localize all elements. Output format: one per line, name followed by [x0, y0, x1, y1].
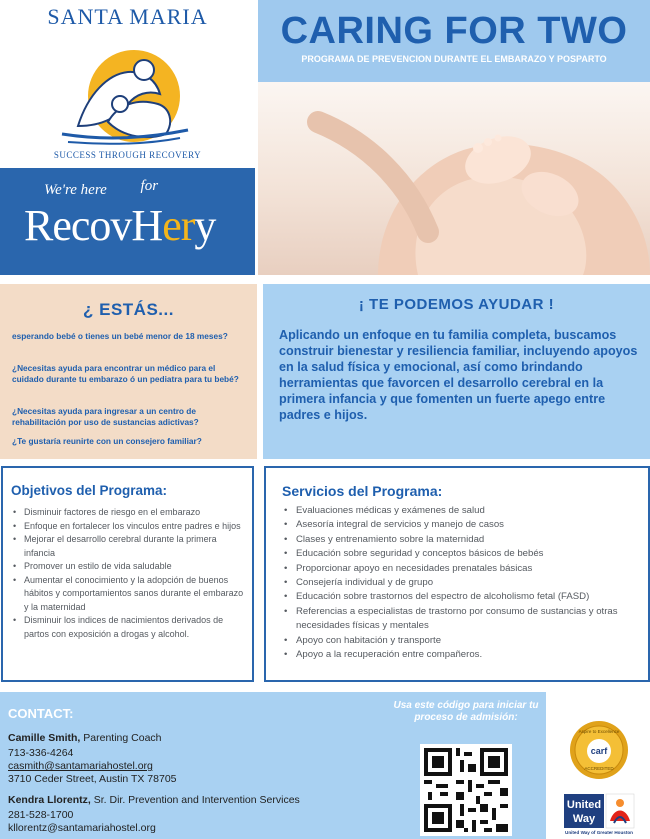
podemos-body: Aplicando un enfoque en tu familia completa, buscamos construir bienestar y resiliencia familiar, incluyendo apoyos en la salud física y emocional, así como brindando herramientas que favorcen el desarrollo cerebral en la primera infancia y que fomenten un fuerte apego entre padres e hijos. — [279, 328, 638, 422]
contact-person-2-phone[interactable]: 281-528-1700 — [8, 809, 74, 821]
org-tagline: SUCCESS THROUGH RECOVERY — [53, 150, 202, 160]
list-item: • Consejería individual y de grupo — [282, 576, 644, 590]
estas-question: esperando bebé o tienes un bebé menor de 18 meses? — [12, 331, 228, 341]
contact-person-2-email[interactable]: kllorentz@santamariahostel.org — [8, 822, 156, 834]
servicios-list — [282, 504, 644, 662]
list-item: • Aumentar el conocimiento y la adopción de buenos hábitos y comportamientos sanos durante el embarazo y la maternidad — [11, 574, 247, 615]
contact-person-1 — [8, 732, 162, 744]
list-item: • Referencias a especialistas de trastorno por consumo de sustancias y otras necesidades físicas y mentales — [282, 605, 644, 634]
list-item: • Apoyo con habitación y transporte — [282, 634, 644, 648]
recovery-word-part-1: RecovH — [24, 201, 163, 250]
servicios-title: Servicios del Programa: — [282, 483, 443, 499]
qr-label: Usa este código para iniciar tu proceso de admisión: — [393, 700, 539, 724]
recovery-word — [24, 200, 215, 251]
org-logo-block — [0, 0, 255, 168]
contact-person-1-email[interactable]: casmith@santamariahostel.org — [8, 760, 153, 772]
recovery-banner — [0, 168, 255, 275]
page-title: CARING FOR TWO — [280, 10, 628, 52]
united-way-line-1: United — [566, 799, 602, 811]
estas-question: ¿Necesitas ayuda para ingresar a un centro de rehabilitación por uso de sustancias adictivas? — [12, 406, 199, 427]
objetivos-title: Objetivos del Programa: — [11, 483, 168, 498]
recovery-word-part-3: y — [194, 201, 216, 250]
list-item: • Enfoque en fortalecer los vinculos entre padres e hijos — [11, 520, 247, 534]
baby-feet-photo — [258, 82, 650, 275]
servicios-panel — [264, 466, 650, 682]
contact-person-1-phone[interactable]: 713-336-4264 — [8, 747, 74, 759]
contact-person-2-name: Kendra Llorentz, — [8, 794, 91, 806]
contact-person-1-address: 3710 Ceder Street, Austin TX 78705 — [8, 773, 177, 785]
list-item: • Apoyo a la recuperación entre compañeros. — [282, 648, 644, 662]
contact-person-1-role: Parenting Coach — [80, 732, 162, 744]
objetivos-list — [11, 506, 247, 641]
baby-feet-hands-image-icon — [258, 82, 650, 275]
org-name: SANTA MARIA — [47, 4, 208, 29]
list-item: • Clases y entrenamiento sobre la maternidad — [282, 533, 644, 547]
carf-badge — [569, 720, 629, 780]
mother-child-logo-icon — [48, 34, 208, 146]
carf-top-text: Aspire to Excellence — [578, 729, 620, 734]
contact-person-2-role: Sr. Dir. Prevention and Intervention Services — [90, 794, 300, 806]
carf-seal-icon — [569, 720, 629, 780]
list-item: • Proporcionar apoyo en necesidades prenatales básicas — [282, 562, 644, 576]
estas-title: ¿ ESTÁS... — [83, 300, 174, 319]
contact-panel — [0, 692, 546, 839]
contact-title: CONTACT: — [8, 706, 74, 721]
recovery-small-text — [44, 178, 159, 199]
list-item: • Promover un estilo de vida saludable — [11, 560, 247, 574]
contact-person-2 — [8, 794, 300, 806]
podemos-title: ¡ TE PODEMOS AYUDAR ! — [358, 296, 555, 313]
list-item: • Asesoría integral de servicios y manejo de casos — [282, 518, 644, 532]
carf-mark: carf — [590, 746, 608, 756]
list-item: • Educación sobre seguridad y conceptos básicos de bebés — [282, 547, 644, 561]
united-way-badge — [562, 793, 636, 837]
qr-code-graphic-icon — [420, 744, 512, 836]
united-way-logo-icon — [562, 793, 636, 829]
list-item: • Mejorar el desarrollo cerebral durante la primera infancia — [11, 533, 247, 560]
united-way-line-2: Way — [572, 813, 596, 825]
qr-code-icon[interactable] — [420, 744, 512, 836]
estas-question: ¿Te gustaría reunirte con un consejero familiar? — [12, 436, 202, 446]
recovery-small-text-1: We're here — [44, 182, 107, 198]
list-item: • Disminuir los indices de nacimientos derivados de partos con exposición a drogas y alcohol. — [11, 614, 247, 641]
podemos-panel — [263, 284, 650, 459]
united-way-caption: United Way of Greater Houston — [565, 830, 633, 835]
page-header — [258, 0, 650, 82]
recovery-word-highlight: er — [162, 201, 195, 250]
objetivos-panel — [1, 466, 254, 682]
estas-panel — [0, 284, 257, 459]
list-item: • Disminuir factores de riesgo en el embarazo — [11, 506, 247, 520]
estas-question: ¿Necesitas ayuda para encontrar un médico para el cuidado durante tu embarazo ó un pediatra para tu bebé? — [12, 363, 239, 384]
contact-person-1-name: Camille Smith, — [8, 732, 81, 744]
carf-bottom-text: ACCREDITED — [584, 766, 614, 771]
list-item: • Educación sobre trastornos del espectro de alcoholismo fetal (FASD) — [282, 590, 644, 604]
page-subtitle: PROGRAMA DE PREVENCION DURANTE EL EMBARAZO Y POSPARTO — [301, 54, 607, 64]
recovery-small-text-2: for — [140, 178, 159, 194]
list-item: • Evaluaciones médicas y exámenes de salud — [282, 504, 644, 518]
